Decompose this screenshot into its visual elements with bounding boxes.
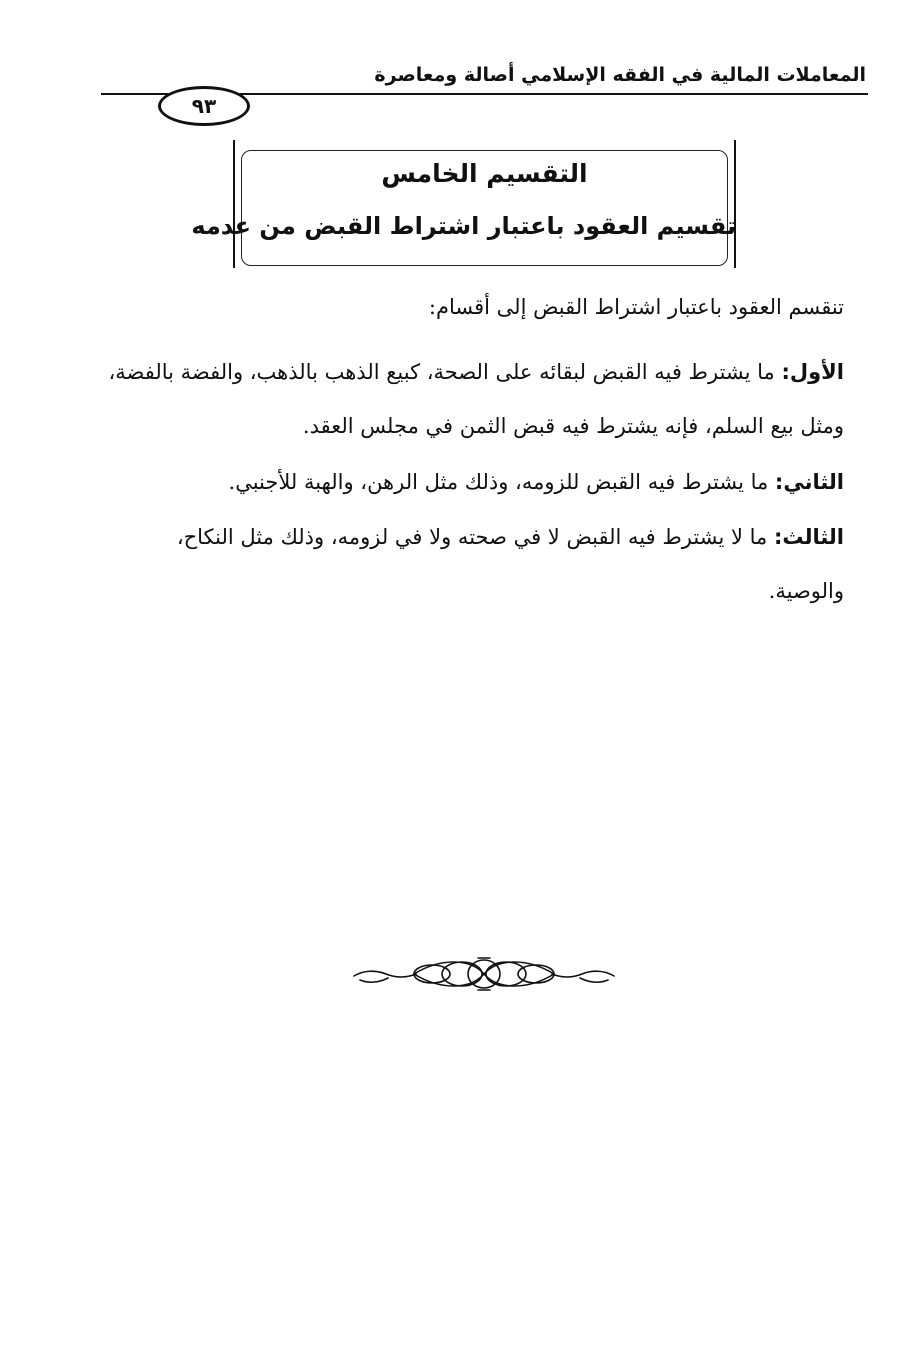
section-title: تقسيم العقود باعتبار اشتراط القبض من عدمه: [191, 212, 736, 240]
paragraph-second-label: الثاني:: [774, 470, 844, 494]
section-label: التقسيم الخامس: [381, 159, 588, 188]
paragraph-first-text: ما يشترط فيه القبض لبقائه على الصحة، كبيع الذهب بالذهب، والفضة بالفضة، ومثل بيع السلم، فإنه يشترط فيه قبض الثمن في مجلس العقد.: [108, 360, 844, 438]
paragraph-third-text: ما لا يشترط فيه القبض لا في صحته ولا في لزومه، وذلك مثل النكاح، والوصية.: [176, 525, 844, 603]
paragraph-third-label: الثالث:: [773, 525, 844, 549]
paragraph-second-text: ما يشترط فيه القبض للزومه، وذلك مثل الرهن، والهبة للأجنبي.: [228, 470, 775, 494]
decorative-divider-icon: [350, 952, 618, 996]
paragraph-second: [108, 455, 844, 509]
paragraph-first-label: الأول:: [781, 360, 844, 384]
paragraph-third: [108, 510, 844, 618]
intro-paragraph: تنقسم العقود باعتبار اشتراط القبض إلى أقسام:: [428, 295, 844, 319]
page-number: ٩٣: [158, 86, 250, 126]
paragraph-first: [108, 345, 844, 453]
running-header-title: المعاملات المالية في الفقه الإسلامي أصالة ومعاصرة: [374, 64, 866, 86]
